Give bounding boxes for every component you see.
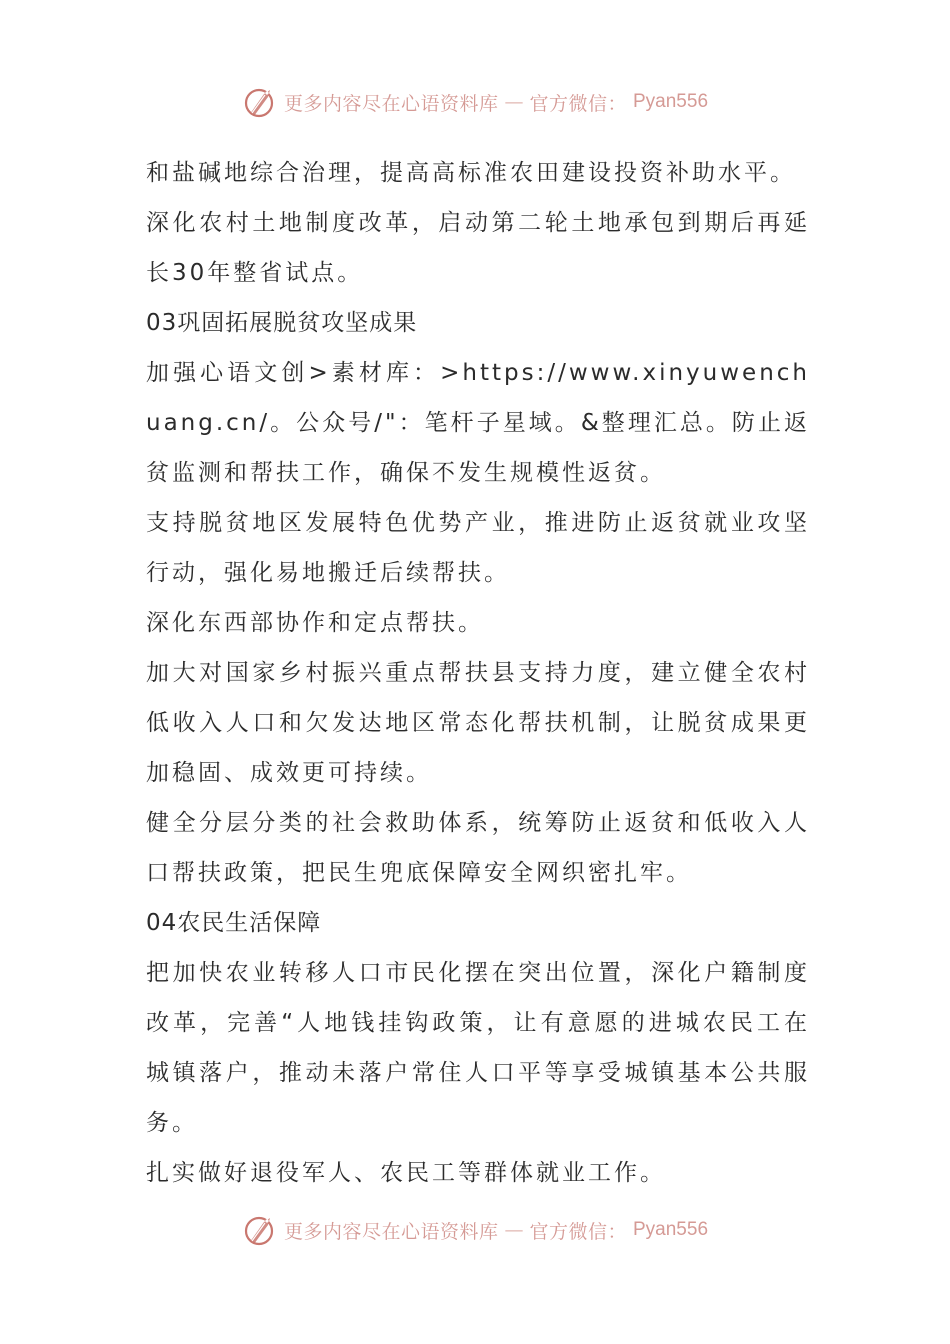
section-heading: 03巩固拓展脱贫攻坚成果 bbox=[146, 310, 418, 336]
document-body bbox=[146, 148, 810, 1198]
footer-contact-label: 官方微信： bbox=[529, 1220, 627, 1243]
footer-watermark bbox=[0, 1210, 950, 1250]
header-contact-label: 官方微信： bbox=[529, 92, 627, 115]
header-brand: 更多内容尽在心语资料库 bbox=[283, 92, 499, 115]
paragraph: 和盐碱地综合治理，提高高标准农田建设投资补助水平。 bbox=[146, 160, 796, 186]
header-contact-handle: Pyan556 bbox=[633, 91, 709, 112]
paragraph: 深化东西部协作和定点帮扶。 bbox=[146, 610, 484, 636]
paragraph: 把加快农业转移人口市民化摆在突出位置，深化户籍制度改革，完善“人地钱挂钩政策，让有意愿的进城农民工在城镇落户，推动未落户常住人口平等享受城镇基本公共服务。 bbox=[146, 960, 810, 1136]
header-separator: — bbox=[504, 91, 524, 113]
pen-nib-icon bbox=[242, 1212, 278, 1248]
paragraph: 加大对国家乡村振兴重点帮扶县支持力度，建立健全农村低收入人口和欠发达地区常态化帮扶机制，让脱贫成果更加稳固、成效更可持续。 bbox=[146, 660, 810, 786]
footer-brand: 更多内容尽在心语资料库 bbox=[283, 1220, 499, 1243]
pen-nib-icon bbox=[242, 84, 278, 120]
footer-separator: — bbox=[504, 1219, 524, 1241]
paragraph: 支持脱贫地区发展特色优势产业，推进防止返贫就业攻坚行动，强化易地搬迁后续帮扶。 bbox=[146, 510, 810, 586]
paragraph: 深化农村土地制度改革，启动第二轮土地承包到期后再延长30年整省试点。 bbox=[146, 210, 810, 286]
header-watermark bbox=[0, 82, 950, 122]
paragraph: 扎实做好退役军人、农民工等群体就业工作。 bbox=[146, 1160, 666, 1186]
footer-contact-handle: Pyan556 bbox=[633, 1219, 709, 1240]
paragraph: 加强心语文创>素材库：>https://www.xinyuwenchuang.cn/。公众号/"：笔杆子星域。&整理汇总。防止返贫监测和帮扶工作，确保不发生规模性返贫。 bbox=[146, 360, 810, 486]
section-heading: 04农民生活保障 bbox=[146, 910, 322, 936]
paragraph: 健全分层分类的社会救助体系，统筹防止返贫和低收入人口帮扶政策，把民生兜底保障安全网织密扎牢。 bbox=[146, 810, 810, 886]
